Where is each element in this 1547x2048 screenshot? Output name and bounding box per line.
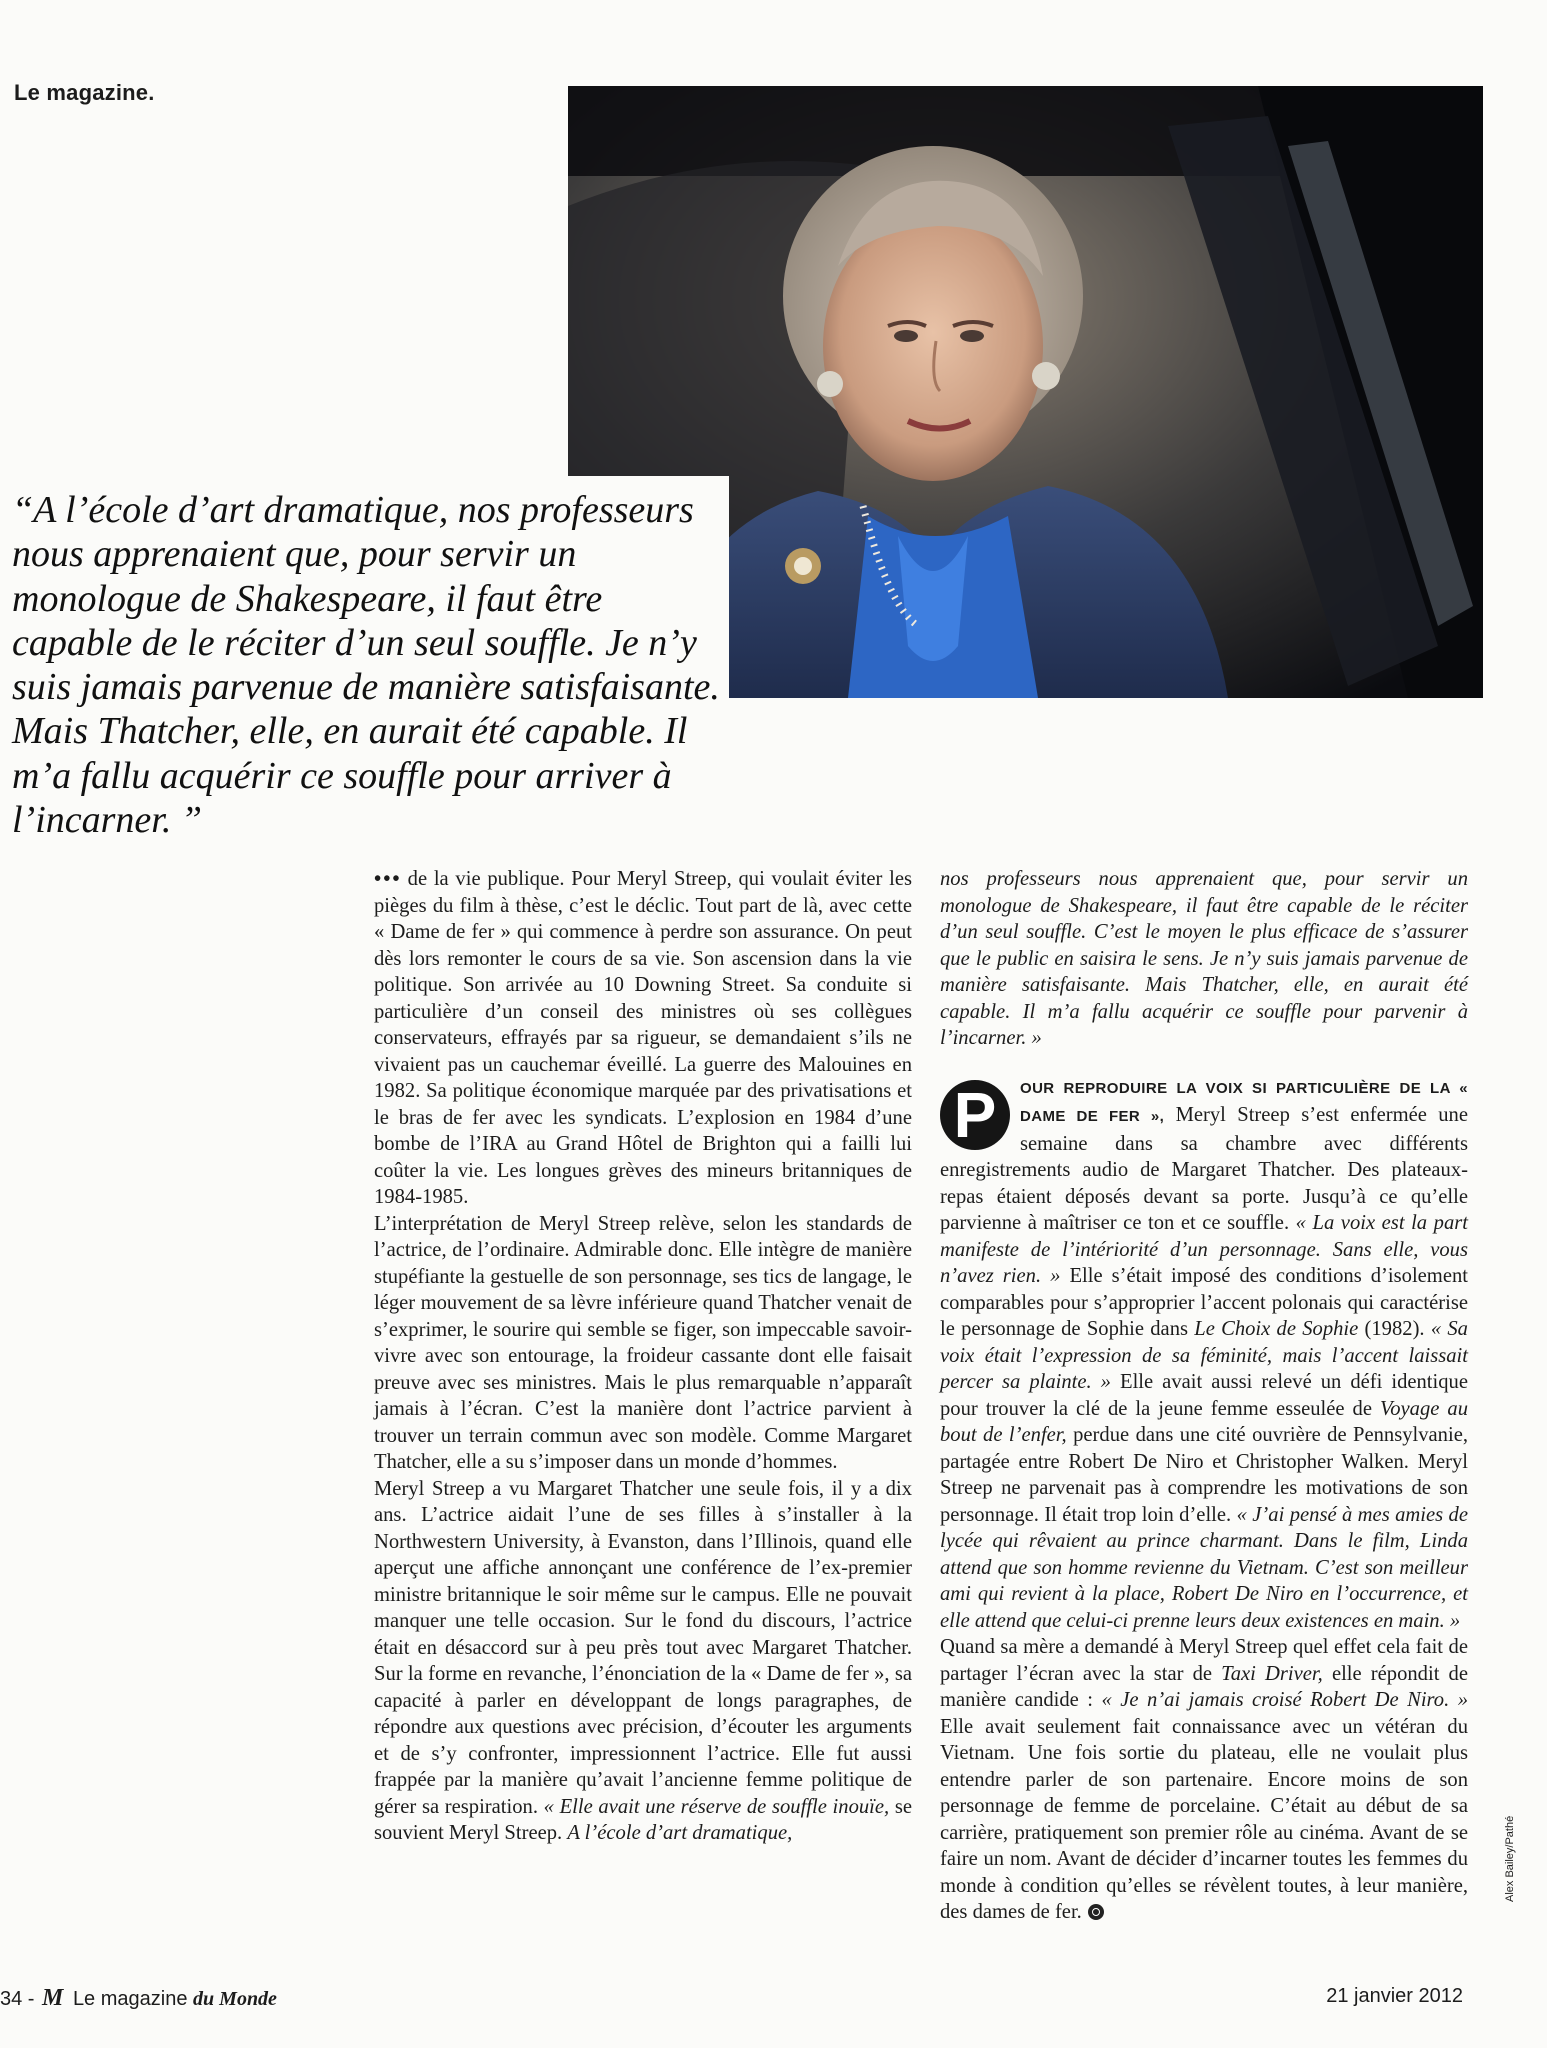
- film-title: Le Choix de Sophie: [1194, 1318, 1359, 1340]
- article-column-left: [374, 866, 912, 1847]
- brand-name: du Monde: [193, 1988, 277, 2010]
- paragraph-text: Meryl Streep s’est enfermée une semaine dans sa chambre avec différents enregistrements audio de Margaret Thatcher. Des plateaux-repas étaient déposés devant sa porte. Jusqu’à ce qu’elle parvienne à maîtriser ce ton et ce souffle.: [940, 1104, 1468, 1234]
- paragraph: [940, 1634, 1468, 1926]
- quote-text: « Elle avait une réserve de souffle inouïe,: [543, 1795, 890, 1818]
- page-footer: [0, 1985, 1547, 2015]
- lead-block: [940, 1074, 1468, 1635]
- photo-credit: [1504, 1792, 1518, 1902]
- quote-text: « Sa voix était l’expression de sa féminité, mais l’accent laissait percer sa plainte. »: [940, 1318, 1468, 1393]
- paragraph-text: Elle avait seulement fait connaissance avec un vétéran du Vietnam. Une fois sortie du plateau, elle ne voulait plus entendre parler de son partenaire. Encore moins de son personnage de femme de porcelaine. C’était au début de sa carrière, pratiquement son premier rôle au cinéma. Avant de se faire un nom. Avant de décider d’incarner toutes les femmes du monde à condition qu’elles se révèlent toutes, à leur manière, des dames de fer.: [940, 1715, 1468, 1923]
- paragraph-text: se souvient Meryl Streep.: [374, 1795, 912, 1844]
- paragraph-text: perdue dans une cité ouvrière de Pennsylvanie, partagée entre Robert De Niro et Christopher Walken. Meryl Streep ne parvenait pas à comprendre les motivations de son personnage. Il était trop loin d’elle.: [940, 1424, 1468, 1526]
- paragraph-text: Meryl Streep a vu Margaret Thatcher une seule fois, il y a dix ans. L’actrice aidait l’une de ses filles à s’installer à la Northwestern University, à Evanston, dans l’Illinois, quand elle aperçut une affiche annonçant une conférence de l’ex-premier ministre britannique le soir même sur le campus. Elle ne pouvait manquer une telle occasion. Sur le fond du discours, l’actrice était en désaccord sur à peu près tout avec Margaret Thatcher. Sur la forme en revanche, l’énonciation de la « Dame de fer », sa capacité à parler en développant de longs paragraphes, de répondre aux questions avec précision, d’écouter les arguments et de s’y confronter, impressionnent l’actrice. Elle fut aussi frappée par la manière qu’avait l’ancienne femme politique de gérer sa respiration.: [374, 1477, 912, 1818]
- drop-cap: P: [940, 1080, 1010, 1150]
- paragraph: [940, 1074, 1468, 1635]
- paragraph-text: Elle avait aussi relevé un défi identique pour trouver la clé de la jeune femme esseulée de: [940, 1371, 1468, 1420]
- paragraph-text: Quand sa mère a demandé à Meryl Streep quel effet cela fait de partager l’écran avec la star de: [940, 1636, 1468, 1685]
- paragraph: L’interprétation de Meryl Streep relève, selon les standards de l’actrice, de l’ordinaire. Admirable donc. Elle intègre de manière stupéfiante la gestuelle de son personnage, ses tics de langage, le léger mouvement de sa lèvre inférieure quand Thatcher venait de s’exprimer, le sourire qui semble se figer, son impeccable savoir-vivre avec son entourage, la froideur cassante dont elle faisait preuve avec ses ministres. Mais le plus remarquable n’apparaît jamais à l’écran. C’est la manière dont l’actrice parvient à trouver un terrain commun avec son modèle. Comme Margaret Thatcher, elle a su s’imposer dans un monde d’hommes.: [374, 1212, 912, 1473]
- photo-credit-text: Alex Bailey/Pathé: [1504, 1815, 1516, 1902]
- quote-text: « La voix est la part manifeste de l’intériorité d’un personnage. Sans elle, vous n’avez rien. »: [940, 1212, 1468, 1287]
- quote-text: « Je n’ai jamais croisé Robert De Niro. »: [1101, 1689, 1469, 1711]
- article-column-right: [940, 866, 1468, 1926]
- paragraph-text: elle répondit de manière candide :: [940, 1662, 1468, 1711]
- pull-quote: “A l’école d’art dramatique, nos professeurs nous apprenaient que, pour servir un monologue de Shakespeare, il faut être capable de le réciter d’un seul souffle. Je n’y suis jamais parvenue de manière satisfaisante. Mais Thatcher, elle, en aurait été capable. Il m’a fallu acquérir ce souffle pour arriver à l’incarner. ”: [12, 489, 720, 842]
- continuation-mark: •••: [374, 868, 402, 890]
- quote-text: « J’ai pensé à mes amies de lycée qui rêvaient au prince charmant. Dans le film, Linda attend que son homme revienne du Vietnam. C’est son meilleur ami qui revient à la place, Robert De Niro en l’occurrence, et elle attend que celui-ci prenne leurs deux existences en main. »: [940, 1503, 1468, 1632]
- folio: [0, 1985, 277, 2012]
- section-label: Le magazine.: [14, 80, 155, 105]
- page-number: 34 -: [0, 1988, 35, 2010]
- film-title: Taxi Driver,: [1221, 1662, 1323, 1685]
- magazine-logo-icon: M: [42, 1985, 64, 2011]
- paragraph: [374, 1476, 912, 1847]
- quote-continuation: [940, 866, 1468, 1052]
- film-title: Voyage au bout de l’enfer,: [940, 1397, 1468, 1446]
- magazine-name: Le magazine: [72, 1988, 188, 2010]
- end-of-article-icon: [1088, 1904, 1104, 1920]
- paragraph-text: (1982).: [1364, 1318, 1425, 1340]
- paragraph-text: de la vie publique. Pour Meryl Streep, qui voulait éviter les pièges du film à thèse, c’est le déclic. Tout part de là, avec cette « Dame de fer » qui commence à perdre son assurance. On peut dès lors remonter le cours de sa vie. Son ascension dans la vie politique. Son arrivée au 10 Downing Street. Sa conduite si particulière d’un conseil des ministres où ses collègues conservateurs, effrayés par sa rigueur, se demandaient s’ils ne vivaient pas un cauchemar éveillé. La guerre des Malouines en 1982. Sa politique économique marquée par des privatisations et le bras de fer avec les syndicats. L’explosion en 1984 d’une bombe de l’IRA au Grand Hôtel de Brighton qui a failli lui coûter la vie. Les longues grèves des mineurs britanniques de 1984-1985.: [374, 868, 912, 1208]
- issue-date: 21 janvier 2012: [1326, 1985, 1463, 2007]
- paragraph: [374, 866, 912, 1211]
- quote-text: A l’école d’art dramatique,: [567, 1822, 793, 1844]
- quote-text: nos professeurs nous apprenaient que, pour servir un monologue de Shakespeare, il faut être capable de le réciter d’un seul souffle. C’est le moyen le plus efficace de s’assurer que le public en saisira le sens. Je n’y suis jamais parvenue de manière satisfaisante. Mais Thatcher, elle, en aurait été capable. Il m’a fallu acquérir ce souffle pour parvenir à l’incarner. »: [940, 868, 1468, 1049]
- paragraph-text: Elle s’était imposé des conditions d’isolement comparables pour s’approprier l’accent polonais qui caractérise le personnage de Sophie dans: [940, 1265, 1468, 1340]
- lead-in-caps: OUR REPRODUIRE LA VOIX SI PARTICULIÈRE DE LA « DAME DE FER »,: [1020, 1079, 1468, 1125]
